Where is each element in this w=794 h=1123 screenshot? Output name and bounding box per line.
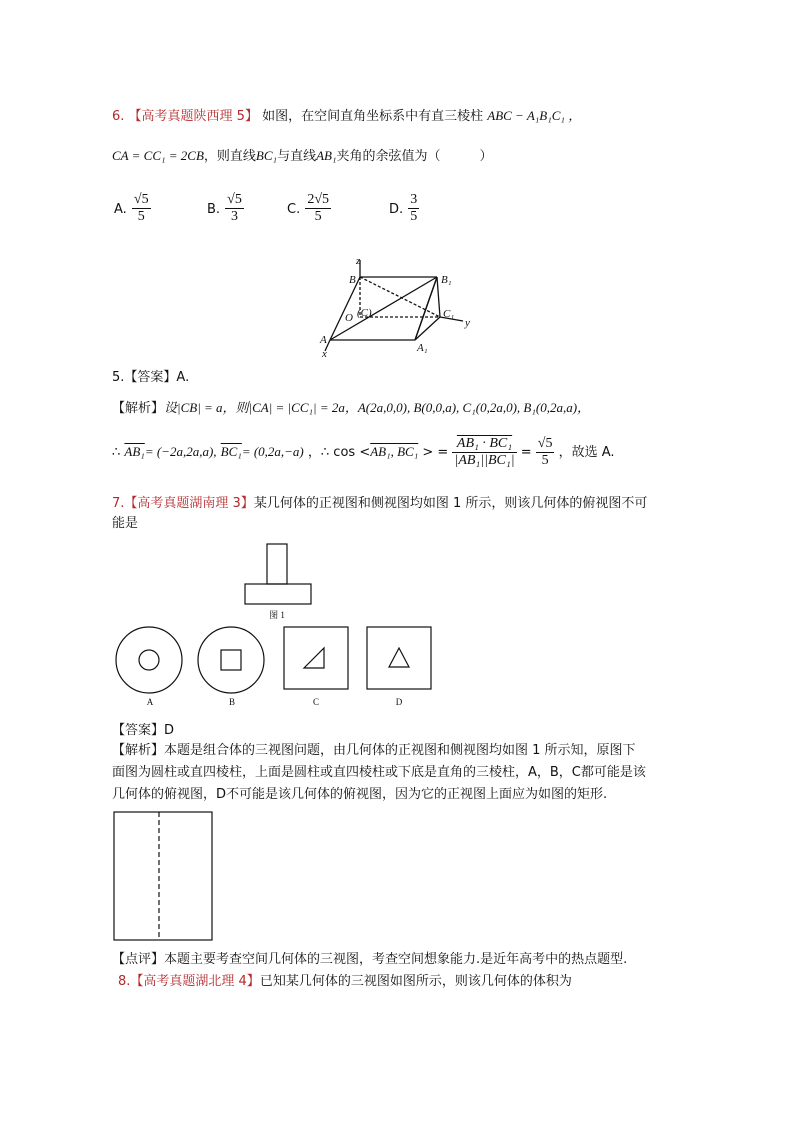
option-label: A. xyxy=(114,202,127,217)
q8-line: 8.【高考真题湖北理 4】已知某几何体的三视图如图所示，则该几何体的体积为 xyxy=(118,974,572,989)
a5-analysis-line2: ∴ AB₁= (−2a,2a,a), BC₁= (0,2a,−a) ，∴ cos <AB₁, BC₁ > = $\frac{\text{AB₁ · BC₁}}{\text{|AB₁||BC₁|}}$ = $\frac{√5}{5}$ ，故选 A. xyxy=(112,436,615,468)
q7-option-c-label: C xyxy=(312,697,319,707)
a5-answer: 5.【答案】A. xyxy=(112,370,190,385)
q7-option-d-label: D xyxy=(395,697,403,707)
option-label: D. xyxy=(389,202,404,217)
q6-tag: 6. 【高考真题陕西理 5】 xyxy=(112,109,258,124)
q7-option-b-label: B xyxy=(228,697,235,707)
fig-label-x: x xyxy=(322,348,327,360)
fig-label-a1: A₁ xyxy=(417,342,428,354)
fig-label-b1: B₁ xyxy=(441,274,452,286)
q7-line2: 能是 xyxy=(112,516,139,531)
q7-comment: 【点评】本题主要考查空间几何体的三视图，考查空间想象能力.是近年高考中的热点题型. xyxy=(112,952,628,967)
option-fraction: $\frac{3}{5}$ xyxy=(410,192,418,224)
q7-tag: 7.【高考真题湖南理 3】 xyxy=(112,496,254,511)
q6-option-c xyxy=(287,192,331,225)
option-label: C. xyxy=(287,202,301,217)
q6-line-ab1: AB₁ xyxy=(316,148,337,163)
option-label: B. xyxy=(207,202,221,217)
q6-prism: ABC − A₁B₁C₁ ， xyxy=(487,108,582,123)
q6-line-bc1: BC₁ xyxy=(255,148,278,163)
fig-label-o: O xyxy=(345,312,353,324)
q7-analysis-line2: 面图为圆柱或直四棱柱，上面是圆柱或直四棱柱或下底是直角的三棱柱，A，B，C都可能是该 xyxy=(112,765,646,780)
q7-option-b-figure xyxy=(196,625,266,695)
fig-label-c: (C) xyxy=(357,307,372,319)
q7-analysis-line1: 【解析】本题是组合体的三视图问题，由几何体的正视图和侧视图均如图 1 所示知，原图下 xyxy=(112,743,636,758)
q7-fig-caption: 图 1 xyxy=(269,610,285,620)
fig-label-y: y xyxy=(465,317,470,329)
q7-option-d-figure xyxy=(365,625,433,691)
q7-option-c-figure xyxy=(282,625,350,691)
option-fraction: $\frac{√5}{5}$ xyxy=(133,192,149,224)
fig-label-z: z xyxy=(356,255,361,267)
q7-line1: 7.【高考真题湖南理 3】某几何体的正视图和侧视图均如图 1 所示，则该几何体的俯视图不可 xyxy=(112,496,648,511)
q6-ask1: ，则直线 xyxy=(203,149,256,164)
q6-line2 xyxy=(112,146,493,167)
a5-analysis-line1: 【解析】设|CB| = a，则|CA| = |CC₁| = 2a，A(2a,0,0), B(0,0,a), C₁(0,2a,0), B₁(0,2a,a)， xyxy=(112,400,591,416)
q7-rect-figure xyxy=(113,811,215,943)
fig-label-b: B xyxy=(349,274,356,286)
q7-option-a-label: A xyxy=(146,697,154,707)
q6-option-a xyxy=(114,192,151,225)
option-fraction: $\frac{2√5}{5}$ xyxy=(307,192,329,224)
q6-option-d xyxy=(389,192,419,225)
q7-answer: 【答案】D xyxy=(112,723,175,738)
q6-condition: CA = CC₁ = 2CB xyxy=(112,148,204,163)
q7-analysis-line3: 几何体的俯视图，D不可能是该几何体的俯视图，因为它的正视图上面应为如图的矩形. xyxy=(112,787,608,802)
fig-label-c1: C₁ xyxy=(443,308,455,320)
q6-option-b xyxy=(207,192,244,225)
prism-figure xyxy=(315,255,485,360)
q6-intro: 如图，在空间直角坐标系中有直三棱柱 xyxy=(262,109,484,124)
q6-line1 xyxy=(112,106,581,127)
option-fraction: $\frac{√5}{3}$ xyxy=(227,192,242,224)
q6-ask2: 与直线 xyxy=(277,149,317,164)
q6-ask3: 夹角的余弦值为（ ） xyxy=(336,149,493,164)
fig-label-a: A xyxy=(320,334,327,346)
q8-tag: 8.【高考真题湖北理 4】 xyxy=(118,974,260,989)
q7-option-a-figure xyxy=(114,625,184,695)
